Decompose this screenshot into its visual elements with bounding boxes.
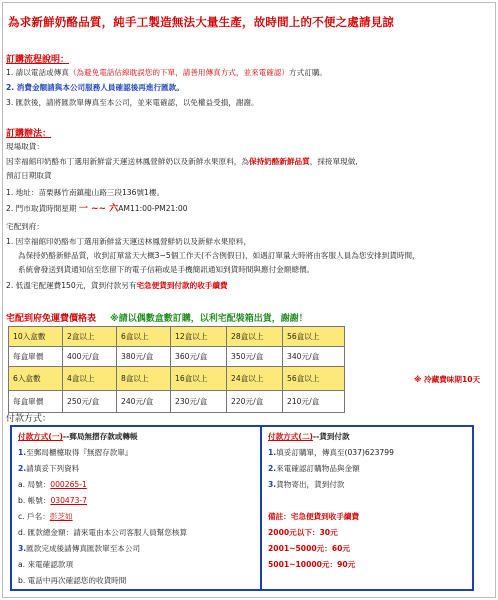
field-value: 030473-7 bbox=[50, 496, 87, 505]
step-number: 1. bbox=[268, 448, 277, 457]
table-cell: 380元/盒 bbox=[117, 347, 171, 367]
onsite-intro-highlight: 保持奶酪新鮮品質 bbox=[249, 157, 310, 166]
payment-method-1-label: 付款方式(一) bbox=[18, 432, 63, 441]
table-cell: 360元/盒 bbox=[171, 347, 227, 367]
table-cell: 6盒以上 bbox=[117, 327, 171, 347]
table-cell: 每盒單價 bbox=[9, 391, 63, 413]
table-row bbox=[9, 367, 345, 391]
step-text: 來電確認訂購物品與金額 bbox=[276, 464, 360, 473]
page-headline: 為求新鮮奶酪品質，純手工製造無法大量生產，故時間上的不便之處請見諒 bbox=[8, 15, 395, 29]
confirm-payment: a. 來電確認款項 bbox=[18, 560, 74, 569]
table-cell: 340元/盒 bbox=[283, 347, 345, 367]
account-name bbox=[18, 511, 73, 523]
step-text: 匯款完成後請傳真匯款單至本公司 bbox=[26, 544, 141, 553]
pricing-note: ※請以偶數盒數訂購，以利宅配裝箱出貨，謝謝！ bbox=[110, 314, 308, 324]
payment-heading: 付款方式： bbox=[6, 414, 52, 424]
onsite-intro-prefix: 因幸福館印奶酪布丁選用新鮮當天運送林鳳營鮮奶以及新鮮水果原料，為 bbox=[6, 157, 249, 166]
table-cell: 24盒以上 bbox=[227, 367, 283, 391]
cod-fee-tier-1: 2000元以下：30元 bbox=[268, 528, 338, 537]
payment-method-1-title bbox=[18, 431, 138, 443]
step-number: 2. bbox=[268, 464, 277, 473]
field-value: 彭芝如 bbox=[49, 512, 73, 521]
order-step-1-prefix: 1. 請以電話或傳真 bbox=[6, 68, 69, 77]
table-cell: 6入盒數 bbox=[9, 367, 63, 391]
order-step-1-note: （為避免電話佔線耽誤您的下單，請善用傳真方式，並來電確認） bbox=[68, 68, 290, 77]
field-value: 000265-1 bbox=[50, 480, 87, 489]
onsite-intro-line2: 預訂日期取貨 bbox=[6, 171, 52, 180]
table-cell: 16盒以上 bbox=[171, 367, 227, 391]
table-cell: 230元/盒 bbox=[171, 391, 227, 413]
field-label: b. 帳號： bbox=[18, 496, 51, 505]
table-cell: 350元/盒 bbox=[227, 347, 283, 367]
payment-2-step-2 bbox=[268, 463, 360, 475]
confirm-delivery-time: b. 電話中再次確認您的收貨時間 bbox=[18, 576, 127, 585]
payment-box bbox=[10, 425, 474, 591]
order-step-3: 3. 匯款後，請將匯款單傳真至本公司，並來電確認，以免權益受損，謝謝。 bbox=[6, 98, 259, 107]
cod-fee-tier-3: 5001~10000元：90元 bbox=[268, 560, 356, 569]
payment-method-2-label: 付款方式(二) bbox=[268, 432, 313, 441]
order-method-title: 訂購辦法： bbox=[6, 129, 52, 139]
remit-total: d. 匯款總金額：請來電由本公司客服人員幫您核算 bbox=[18, 528, 188, 537]
table-cell: 4盒以上 bbox=[63, 367, 117, 391]
table-cell: 210元/盒 bbox=[283, 391, 345, 413]
delivery-fee bbox=[6, 280, 228, 291]
table-cell: 240元/盒 bbox=[117, 391, 171, 413]
onsite-pickup-title: 現場取貨： bbox=[6, 142, 44, 151]
store-hours-days: 一 ~~ 六 bbox=[78, 204, 119, 214]
pricing-title bbox=[6, 311, 308, 324]
payment-2-step-3 bbox=[268, 479, 345, 491]
table-cell: 2盒以上 bbox=[63, 327, 117, 347]
delivery-fee-note: 宅急便貨到付款的收手續費 bbox=[136, 281, 228, 290]
onsite-intro bbox=[6, 156, 358, 167]
account-number bbox=[18, 495, 87, 507]
table-row bbox=[9, 391, 345, 413]
order-step-1 bbox=[6, 67, 327, 78]
table-cell: 220元/盒 bbox=[227, 391, 283, 413]
table-cell: 10入盒數 bbox=[9, 327, 63, 347]
delivery-title: 宅配到府： bbox=[6, 222, 44, 231]
pricing-title-free: 免運費 bbox=[42, 314, 70, 324]
table-cell: 28盒以上 bbox=[227, 327, 283, 347]
payment-1-step-3 bbox=[18, 543, 140, 555]
pricing-title-prefix: 宅配到府 bbox=[6, 314, 43, 324]
table-row bbox=[9, 327, 345, 347]
order-process-title: 訂購流程說明： bbox=[6, 55, 70, 65]
field-label: a. 局號： bbox=[18, 480, 51, 489]
payment-method-2-title bbox=[268, 431, 350, 443]
step-number: 2. bbox=[18, 464, 27, 473]
table-cell: 400元/盒 bbox=[63, 347, 117, 367]
step-text: 至郵局櫃檯取得『無摺存款單』 bbox=[26, 448, 133, 457]
payment-1-step-1 bbox=[18, 447, 132, 459]
payment-1-step-2 bbox=[18, 463, 79, 475]
onsite-intro-suffix: ，採接單現做, bbox=[309, 157, 358, 166]
payment-divider bbox=[260, 427, 262, 589]
table-cell: 每盒單價 bbox=[9, 347, 63, 367]
post-office-code bbox=[18, 479, 87, 491]
step-number: 1. bbox=[18, 448, 27, 457]
delivery-line-3: 系統會發送到貨通知信至您留下的電子信箱或是手機簡訊通知到貨時間與應付金額總價。 bbox=[18, 265, 315, 274]
table-row bbox=[9, 347, 345, 367]
cold-storage-note: ※ 冷藏費味期10天 bbox=[414, 375, 481, 384]
store-hours-prefix: 2. 門市取貨時間星期 bbox=[6, 204, 77, 213]
delivery-fee-prefix: 2. 低溫宅配運費150元，貨到付款另有 bbox=[6, 281, 137, 290]
payment-method-1-desc: --郵局無摺存款或轉帳 bbox=[62, 432, 138, 441]
step-number: 3. bbox=[18, 544, 27, 553]
payment-2-step-1 bbox=[268, 447, 394, 459]
step-text: 貨物寄出，貨到付款 bbox=[276, 480, 345, 489]
table-cell: 12盒以上 bbox=[171, 327, 227, 347]
store-address: 1. 地址：苗栗縣竹南鎮龍山路三段136號1樓。 bbox=[6, 188, 165, 197]
store-hours-time: AM11:00-PM21:00 bbox=[118, 204, 188, 213]
order-step-1-suffix: 方式訂購。 bbox=[289, 68, 328, 77]
table-cell: 56盒以上 bbox=[283, 327, 345, 347]
pricing-title-rest: 價格表 bbox=[69, 314, 97, 324]
delivery-line-2: 為保持奶酪新鮮品質，收到訂單當天大概3~5個工作天(不含例假日)，如遇訂單量大時將由客服人員為您安排到貨時間， bbox=[18, 251, 420, 260]
cod-fee-title: 備註：宅急便貨到收手續費 bbox=[268, 512, 360, 521]
payment-method-2-desc: --貨到付款 bbox=[312, 432, 350, 441]
table-cell: 250元/盒 bbox=[63, 391, 117, 413]
pricing-table bbox=[8, 326, 345, 413]
cod-fee-tier-2: 2001~5000元：60元 bbox=[268, 544, 350, 553]
step-text: 請填妥下列資料 bbox=[26, 464, 80, 473]
table-cell: 8盒以上 bbox=[117, 367, 171, 391]
delivery-line-1: 1. 因幸福館印奶酪布丁選用新鮮當天運送林鳳營鮮奶以及新鮮水果原料， bbox=[6, 237, 252, 246]
field-label: c. 戶名： bbox=[18, 512, 50, 521]
step-number: 3. bbox=[268, 480, 277, 489]
store-hours bbox=[6, 203, 188, 215]
table-cell: 56盒以上 bbox=[283, 367, 345, 391]
step-text: 填妥訂購單，傳真至(037)623799 bbox=[276, 448, 394, 457]
order-step-2: 2. 消費金額請與本公司服務人員確認後再進行匯款。 bbox=[6, 83, 184, 92]
